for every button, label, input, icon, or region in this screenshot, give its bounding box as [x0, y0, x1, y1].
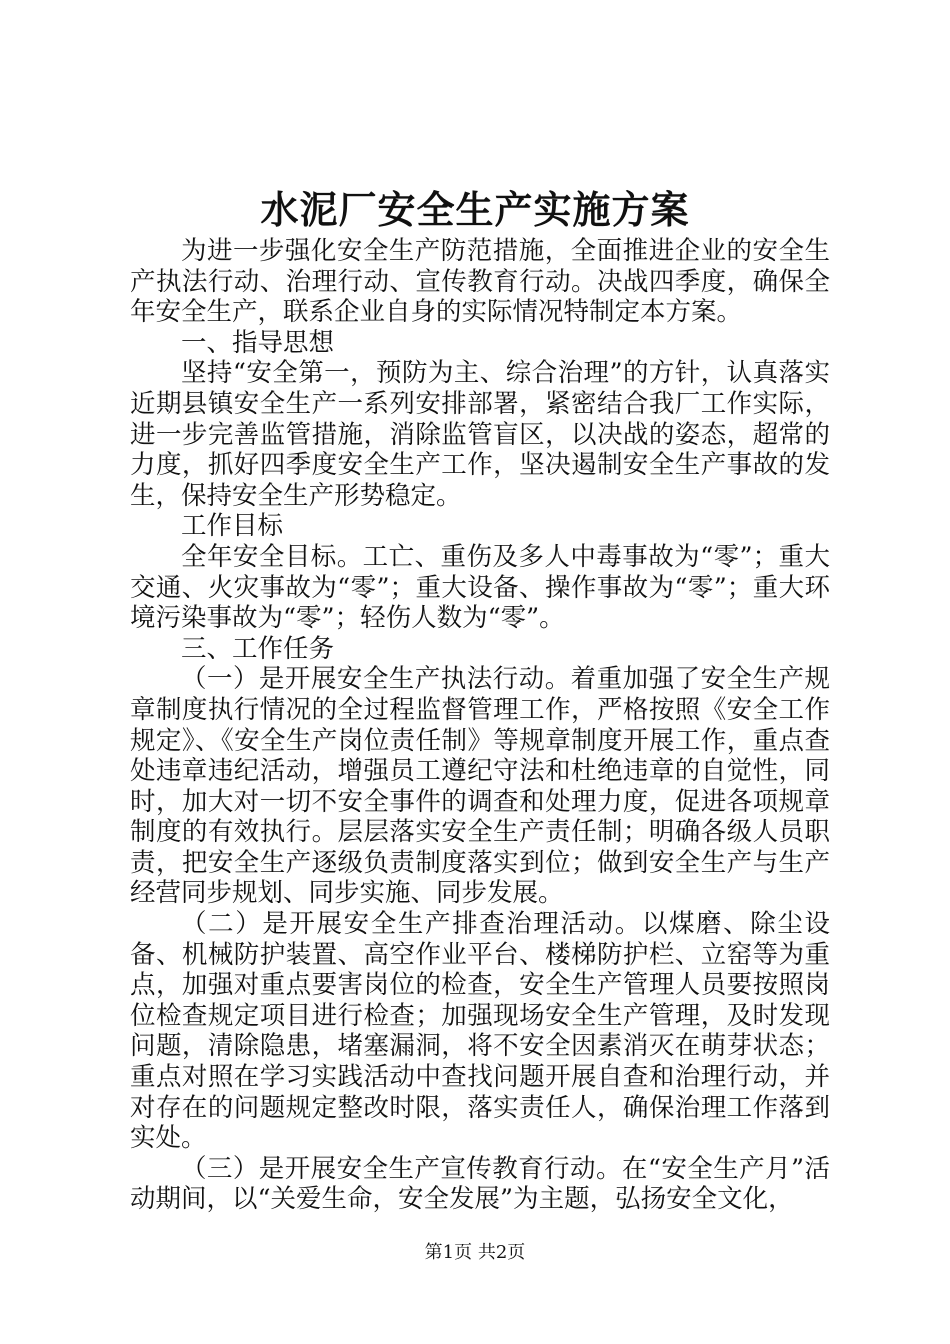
heading-guiding-thought: 一、指导思想 — [181, 327, 335, 358]
paragraph-task-1: （一）是开展安全生产执法行动。着重加强了安全生产规章制度执行情况的全过程监督管理工作，严格按照《安全工作规定》、《安全生产岗位责任制》等规章制度开展工作，重点查处违章违纪活动，增强员工遵纪守法和杜绝违章的自觉性，同时，加大对一切不安全事件的调查和处理力度，促进各项规章制度的有效执行。层层落实安全生产责任制；明确各级人员职责，把安全生产逐级负责制度落实到位；做到安全生产与生产经营同步规划、同步实施、同步发展。 — [130, 664, 830, 909]
paragraph-guiding-thought: 坚持“安全第一，预防为主、综合治理”的方针，认真落实近期县镇安全生产一系列安排部署，紧密结合我厂工作实际，进一步完善监管措施，消除监管盲区，以决战的姿态，超常的力度，抓好四季度安全生产工作，坚决遏制安全生产事故的发生，保持安全生产形势稳定。 — [130, 358, 830, 511]
page-number-footer: 第1页 共2页 — [424, 1242, 526, 1263]
paragraph-task-2: （二）是开展安全生产排查治理活动。以煤磨、除尘设备、机械防护装置、高空作业平台、楼梯防护栏、立窑等为重点，加强对重点要害岗位的检查，安全生产管理人员要按照岗位检查规定项目进行检查；加强现场安全生产管理，及时发现问题，清除隐患，堵塞漏洞，将不安全因素消灭在萌芽状态；重点对照在学习实践活动中查找问题开展自查和治理行动，并对存在的问题规定整改时限，落实责任人，确保治理工作落到实处。 — [130, 909, 830, 1154]
heading-work-tasks: 三、工作任务 — [181, 633, 335, 664]
heading-work-goal: 工作目标 — [181, 511, 284, 542]
document-body — [130, 236, 830, 1215]
paragraph-work-goal: 全年安全目标。工亡、重伤及多人中毒事故为“零”；重大交通、火灾事故为“零”；重大设备、操作事故为“零”；重大环境污染事故为“零”；轻伤人数为“零”。 — [130, 541, 830, 634]
paragraph-task-3: （三）是开展安全生产宣传教育行动。在“安全生产月”活动期间，以“关爱生命，安全发展”为主题，弘扬安全文化， — [130, 1153, 830, 1215]
paragraph-intro: 为进一步强化安全生产防范措施，全面推进企业的安全生产执法行动、治理行动、宣传教育行动。决战四季度，确保全年安全生产，联系企业自身的实际情况特制定本方案。 — [130, 236, 830, 328]
document-title: 水泥厂安全生产实施方案 — [260, 187, 690, 232]
